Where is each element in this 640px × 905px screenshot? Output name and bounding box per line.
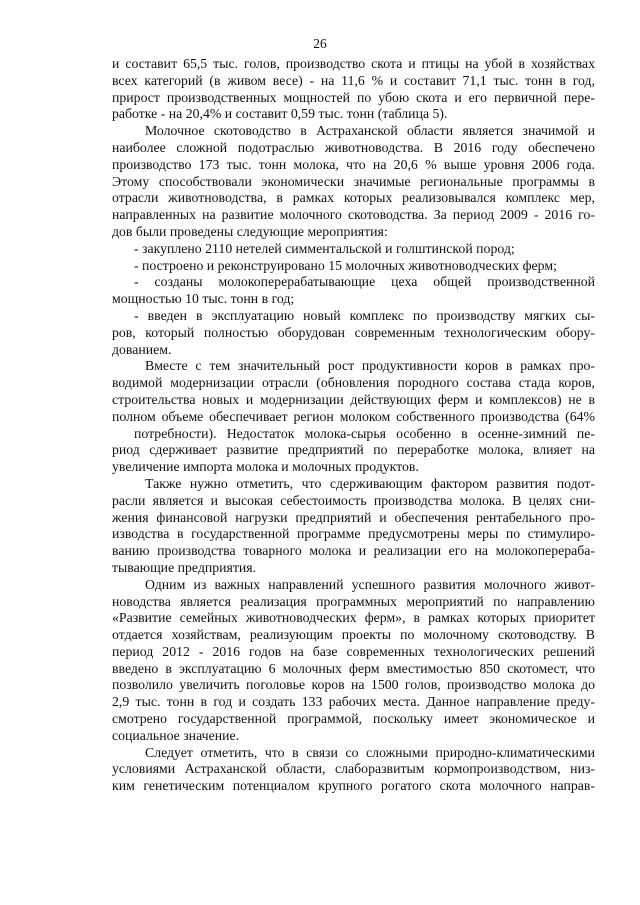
text-line: увеличение импорта молока и молочных продуктов. xyxy=(112,459,419,475)
text-line: отрасли животноводства, в рамках которых реализовывался комплекс мер, xyxy=(112,190,595,206)
paragraph-family-farms xyxy=(112,577,595,745)
text-line: расли является и высокая себестоимость производства молока. В целях сни- xyxy=(112,492,595,508)
text-line: потребности). Недостаток молока-сырья особенно в осенне-зимний пе- xyxy=(134,425,595,441)
text-line: 2,9 тыс. тонн в год и создать 133 рабочих места. Данное направление преду- xyxy=(112,694,595,710)
text-line: «Развитие семейных животноводческих ферм», в рамках которых приоритет xyxy=(112,610,595,626)
paragraph-cost xyxy=(112,476,595,577)
text-line: ким генетическим потенциалом крупного рогатого скота молочного направ- xyxy=(112,778,595,794)
text-line: дованием. xyxy=(112,341,172,357)
text-line: смотрено государственной программой, поскольку имеет экономическое и xyxy=(112,711,595,727)
text-line: условиями Астраханской области, слаборазвитым кормопроизводством, низ- xyxy=(112,761,595,777)
text-line: период 2012 - 2016 годов на базе современных технологических решений xyxy=(112,643,595,659)
text-line: наиболее сложной подотраслью животноводства. В 2016 году обеспечено xyxy=(112,139,595,155)
text-line: новодства является реализация программных мероприятий по направлению xyxy=(112,593,595,609)
paragraph-productivity xyxy=(112,358,595,476)
body-text xyxy=(112,56,595,795)
text-line: Вместе с тем значительный рост продуктивности коров в рамках про- xyxy=(145,358,595,374)
text-line: Одним из важных направлений успешного развития молочного живот- xyxy=(145,576,595,592)
text-line: введено в эксплуатацию 6 молочных ферм вместимостью 850 скотомест, что xyxy=(112,660,595,676)
text-line: производство 173 тыс. тонн молока, что на 20,6 % выше уровня 2006 года. xyxy=(112,156,595,172)
text-line: направленных на развитие молочного скотоводства. За период 2009 - 2016 го- xyxy=(112,207,595,223)
text-line: - закуплено 2110 нетелей симментальской и голштинской пород; xyxy=(134,240,515,256)
text-line: Этому способствовали экономически значимые региональные программы в xyxy=(112,173,595,189)
paragraph-continuation xyxy=(112,56,595,123)
text-line: всех категорий (в живом весе) - на 11,6 % и составит 71,1 тыс. тонн в год, xyxy=(112,72,595,88)
text-line: мощностью 10 тыс. тонн в год; xyxy=(112,291,295,307)
text-line: строительства новых и модернизации действующих ферм и комплексов) не в xyxy=(112,391,595,407)
text-line: водимой модернизации отрасли (обновления породного состава стада коров, xyxy=(112,375,595,391)
text-line: Следует отметить, что в связи со сложными природно-климатическими xyxy=(145,744,595,760)
text-line: изводства в государственной программе предусмотрены меры по стимулиро- xyxy=(112,526,595,542)
list-item-processing-shops xyxy=(112,274,595,308)
text-line: отдается хозяйствам, реализующим проекты по молочному скотоводству. В xyxy=(112,627,595,643)
text-line: дов были проведены следующие мероприятия: xyxy=(112,223,388,239)
text-line: риод сдерживает развитие предприятий по переработке молока, влияет на xyxy=(112,442,595,458)
text-line: Молочное скотоводство в Астраханской области является значимой и xyxy=(145,123,595,139)
text-line: ров, который полностью оборудован современным технологическим обору- xyxy=(112,324,595,340)
text-line: жения финансовой нагрузки предприятий и обеспечения рентабельного про- xyxy=(112,509,595,525)
text-line: - введен в эксплуатацию новый комплекс по производству мягких сы- xyxy=(134,307,595,323)
text-line: Также нужно отметить, что сдерживающим фактором развития подот- xyxy=(145,475,595,491)
text-line: тывающие предприятия. xyxy=(112,559,257,575)
text-line: прирост производственных мощностей по убою скота и его первичной пере- xyxy=(112,89,595,105)
text-line: работке - на 20,4% и составит 0,59 тыс. тонн (таблица 5). xyxy=(112,106,448,122)
text-line: - построено и реконструировано 15 молочных животноводческих ферм; xyxy=(134,257,557,273)
page-number: 26 xyxy=(313,36,327,51)
list-item-cheese-complex xyxy=(112,308,595,358)
text-line: и составит 65,5 тыс. голов, производство скота и птицы на убой в хозяйствах xyxy=(112,56,595,71)
text-line: - созданы молокоперерабатывающие цеха общей производственной xyxy=(134,274,595,290)
text-line: позволило увеличить поголовье коров на 1500 голов, производство молока до xyxy=(112,677,595,693)
paragraph-dairy-farming xyxy=(112,123,595,241)
paragraph-climate xyxy=(112,745,595,795)
text-line: социальное значение. xyxy=(112,727,240,743)
list-item-heifers xyxy=(112,241,595,258)
text-line: полном объеме обеспечивает регион молоком собственного производства (64% xyxy=(112,408,595,424)
list-item-farms xyxy=(112,258,595,275)
text-line: ванию производства товарного молока и реализации его на молокоперераба- xyxy=(112,543,595,559)
